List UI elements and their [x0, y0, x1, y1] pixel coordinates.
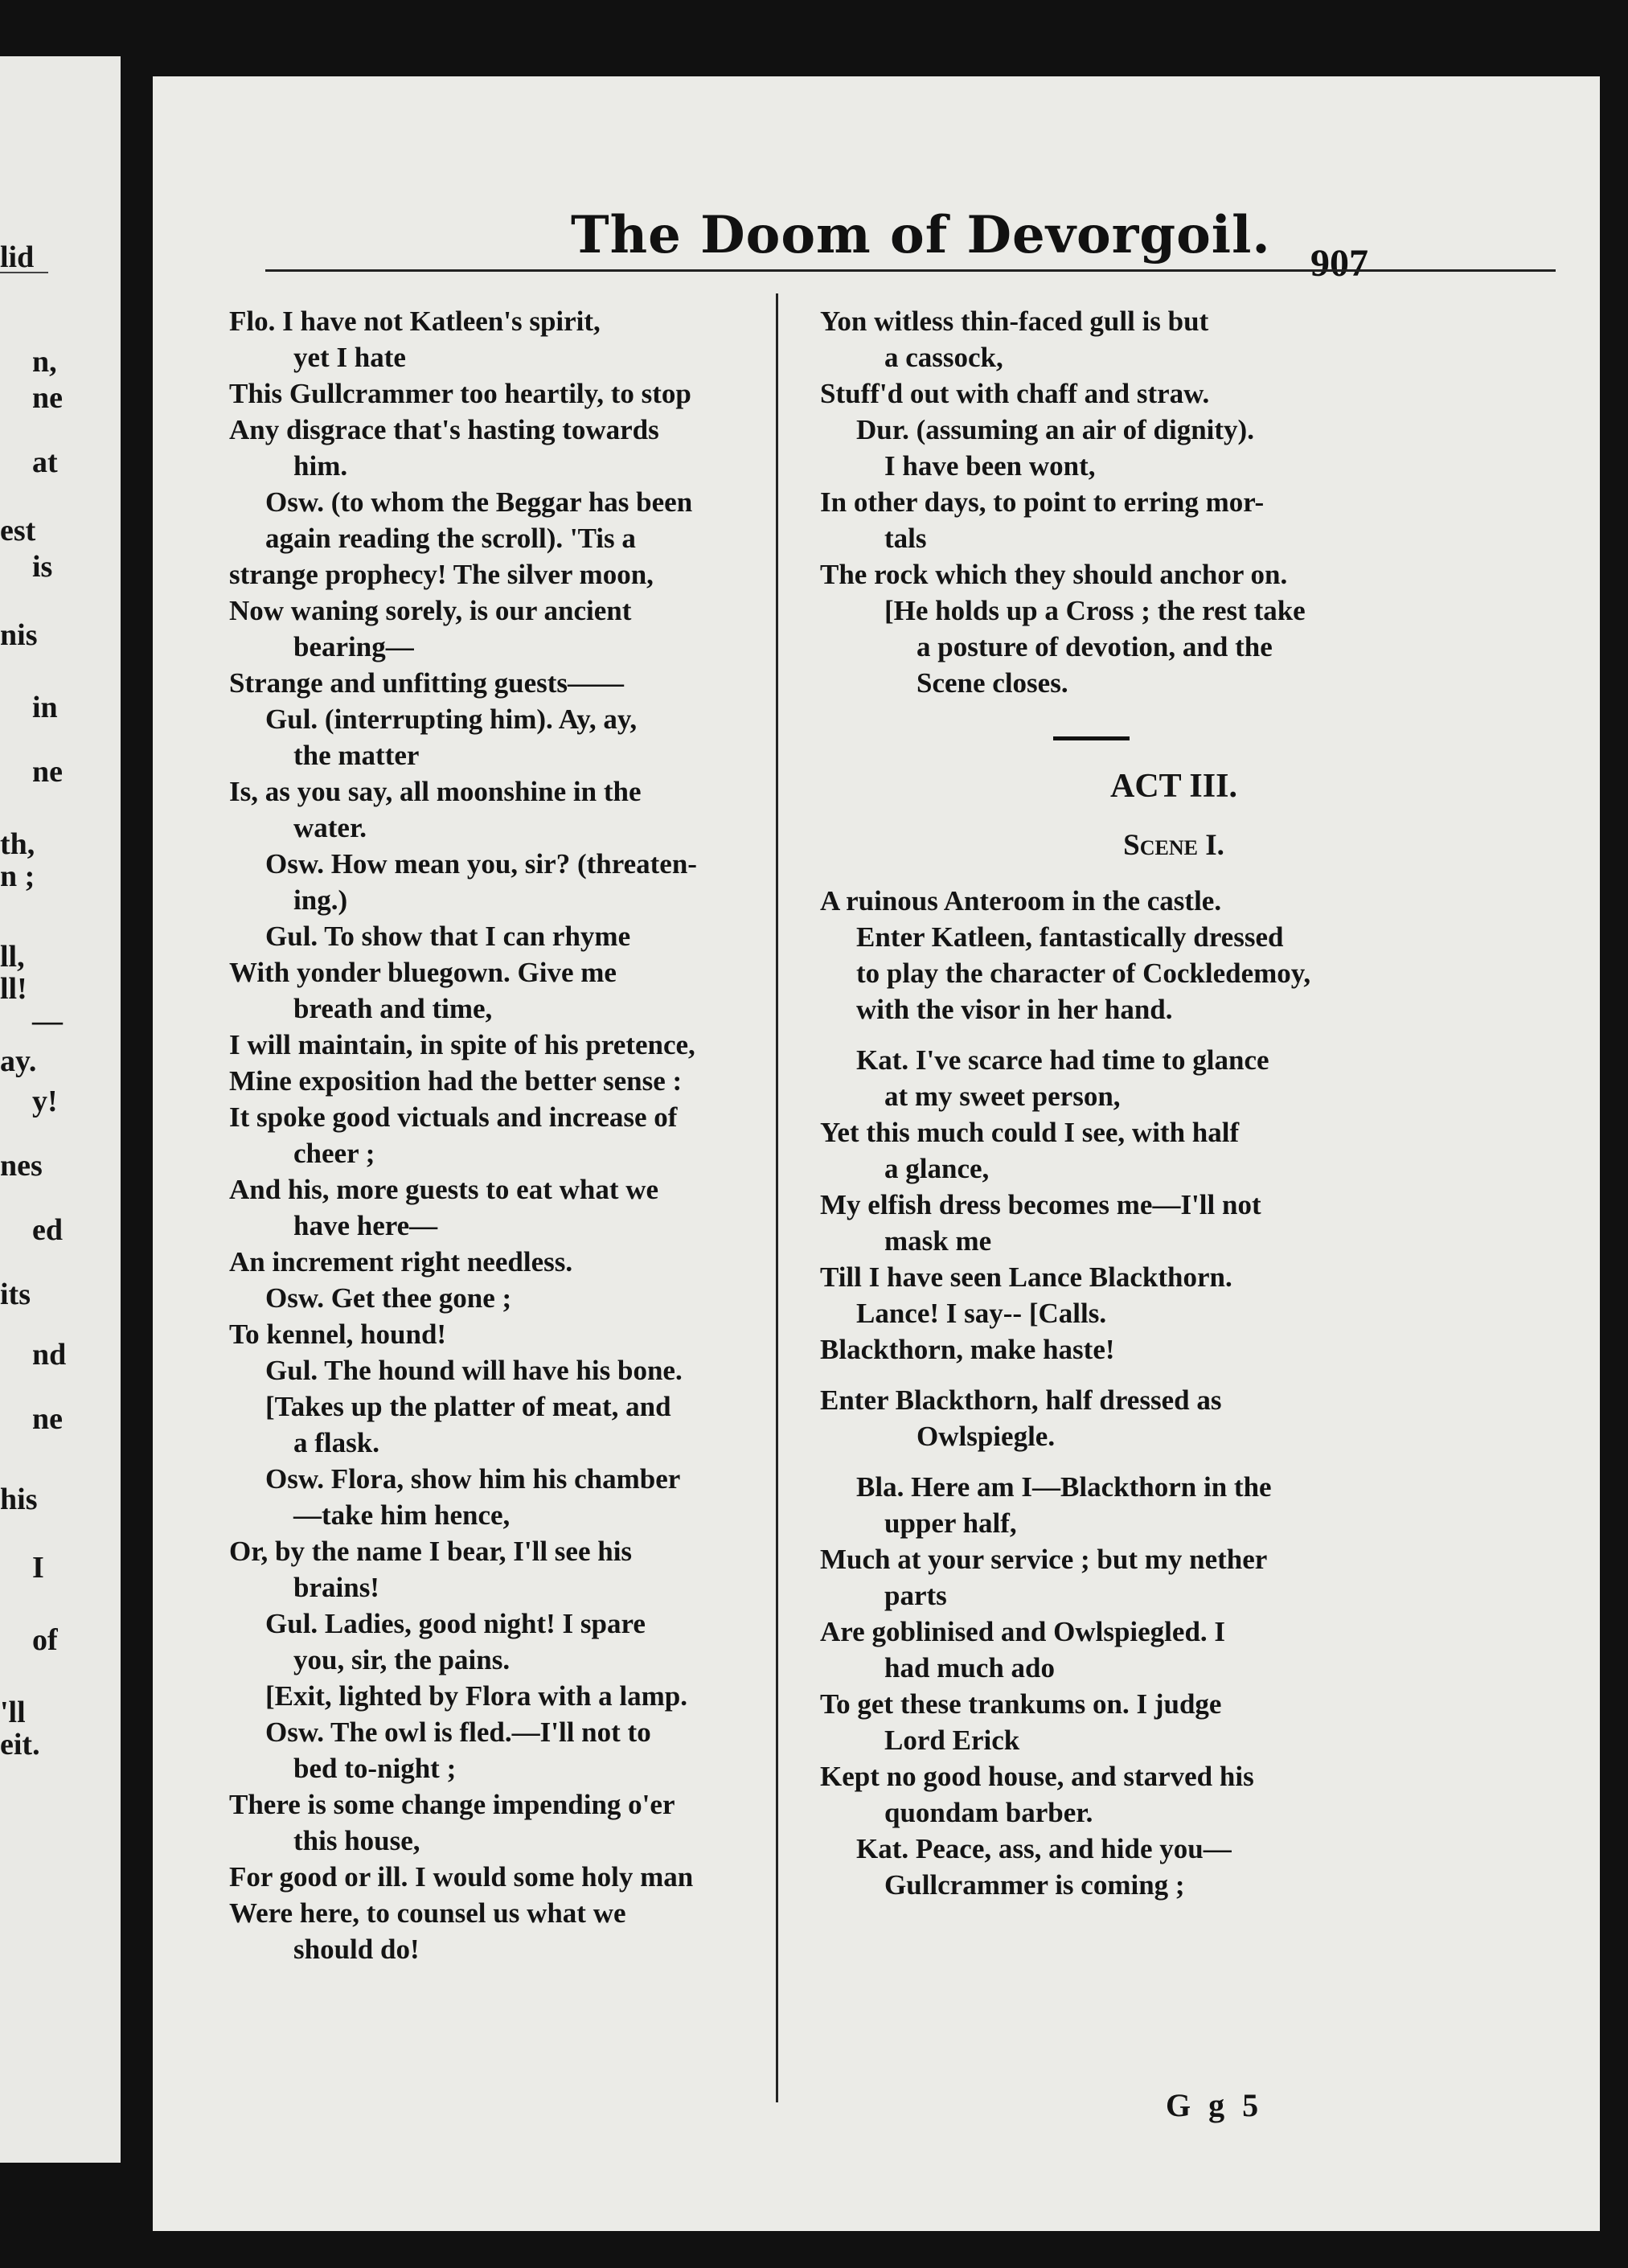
adjacent-page-fragment: est — [0, 514, 36, 548]
text-line: this house, — [293, 1825, 420, 1856]
text-line: Scene closes. — [917, 667, 1068, 699]
text-line: parts — [884, 1580, 947, 1611]
spacer — [820, 1368, 1528, 1382]
text-line: A ruinous Anteroom in the castle. — [820, 885, 1222, 917]
text-line: brains! — [293, 1572, 379, 1603]
text-line: Lance! I say-- [Calls. — [856, 1298, 1107, 1329]
adjacent-page-fragment: ll! — [0, 972, 27, 1006]
text-line: Gul. (interrupting him). Ay, ay, — [265, 703, 638, 735]
text-line: Now waning sorely, is our ancient — [229, 595, 632, 626]
text-line: Gul. Ladies, good night! I spare — [265, 1608, 646, 1639]
text-line: have here— — [293, 1210, 438, 1241]
text-line: Osw. Get thee gone ; — [265, 1282, 512, 1314]
text-line: With yonder bluegown. Give me — [229, 957, 617, 988]
adjacent-page-fragment: at — [32, 445, 58, 479]
text-line: a posture of devotion, and the — [917, 631, 1273, 662]
text-line: [Takes up the platter of meat, and — [265, 1391, 671, 1422]
text-line: again reading the scroll). 'Tis a — [265, 523, 636, 554]
text-line: upper half, — [884, 1507, 1017, 1539]
text-line: Flo. I have not Katleen's spirit, — [229, 306, 601, 337]
text-line: Kat. I've scarce had time to glance — [856, 1044, 1269, 1076]
section-ornament — [1053, 736, 1130, 740]
adjacent-page-fragment: its — [0, 1278, 31, 1311]
text-line: quondam barber. — [884, 1797, 1093, 1828]
text-line: a glance, — [884, 1153, 990, 1184]
text-line: For good or ill. I would some holy man — [229, 1861, 694, 1893]
book-page — [153, 76, 1600, 2231]
text-line: Gul. To show that I can rhyme — [265, 921, 631, 952]
adjacent-page-fragment: his — [0, 1483, 38, 1516]
text-line: water. — [293, 812, 367, 843]
text-line: Osw. Flora, show him his chamber — [265, 1463, 681, 1495]
right-column-bottom — [820, 883, 1528, 1903]
text-line: bed to-night ; — [293, 1753, 457, 1784]
adjacent-page-fragment: ay. — [0, 1044, 37, 1078]
text-line: Were here, to counsel us what we — [229, 1897, 626, 1929]
adjacent-page-fragment: n, — [32, 345, 57, 379]
text-line: To kennel, hound! — [229, 1319, 447, 1350]
text-line: a cassock, — [884, 342, 1003, 373]
adjacent-page-fragment: lid — [0, 240, 35, 274]
page-number: 907 — [1310, 242, 1368, 285]
text-line: I have been wont, — [884, 450, 1096, 482]
text-line: mask me — [884, 1225, 992, 1257]
text-line: [He holds up a Cross ; the rest take — [884, 595, 1306, 626]
text-line: I will maintain, in spite of his pretence, — [229, 1029, 695, 1060]
text-line: To get these trankums on. I judge — [820, 1688, 1222, 1720]
text-line: This Gullcrammer too heartily, to stop — [229, 378, 691, 409]
text-line: In other days, to point to erring mor- — [820, 486, 1265, 518]
left-column — [229, 303, 756, 1967]
text-line: Gullcrammer is coming ; — [884, 1869, 1185, 1901]
spacer — [820, 1027, 1528, 1042]
text-line: tals — [884, 523, 927, 554]
text-line: Osw. (to whom the Beggar has been — [265, 486, 693, 518]
text-line: to play the character of Cockledemoy, — [856, 958, 1311, 989]
text-line: Are goblinised and Owlspiegled. I — [820, 1616, 1226, 1647]
adjacent-page-fragment: y! — [32, 1085, 58, 1118]
text-line: Strange and unfitting guests—— — [229, 667, 625, 699]
text-line: Stuff'd out with chaff and straw. — [820, 378, 1210, 409]
right-column-top — [820, 303, 1528, 701]
text-line: Enter Blackthorn, half dressed as — [820, 1384, 1222, 1416]
text-line: Enter Katleen, fantastically dressed — [856, 921, 1284, 953]
text-line: ing.) — [293, 884, 348, 916]
adjacent-page-fragment: ne — [32, 381, 63, 415]
text-line: Kat. Peace, ass, and hide you— — [856, 1833, 1232, 1864]
text-line: Lord Erick — [884, 1725, 1020, 1756]
text-line: —take him hence, — [293, 1499, 511, 1531]
adjacent-page-strip — [0, 56, 121, 2163]
adjacent-page-fragment: ll, — [0, 940, 25, 974]
text-line: you, sir, the pains. — [293, 1644, 511, 1675]
text-line: Osw. The owl is fled.—I'll not to — [265, 1716, 651, 1748]
text-line: bearing— — [293, 631, 414, 662]
adjacent-page-fragment: eit. — [0, 1728, 40, 1761]
signature-mark: G g 5 — [1166, 2087, 1264, 2123]
adjacent-page-fragment: nis — [0, 618, 38, 652]
adjacent-page-fragment: ne — [32, 755, 63, 789]
adjacent-page-fragment: ed — [32, 1213, 63, 1247]
act-heading: ACT III. — [1110, 768, 1237, 805]
header-rule — [265, 269, 1556, 272]
text-line: Mine exposition had the better sense : — [229, 1065, 683, 1097]
adjacent-page-fragment: is — [32, 550, 53, 584]
text-line: Till I have seen Lance Blackthorn. — [820, 1261, 1232, 1293]
text-line: There is some change impending o'er — [229, 1789, 675, 1820]
running-head: The Doom of Devorgoil. — [571, 205, 1271, 265]
text-line: cheer ; — [293, 1138, 375, 1169]
text-line: Osw. How mean you, sir? (threaten- — [265, 848, 697, 880]
text-line: It spoke good victuals and increase of — [229, 1101, 678, 1133]
text-line: An increment right needless. — [229, 1246, 573, 1278]
text-line: a flask. — [293, 1427, 379, 1458]
adjacent-page-fragment: nes — [0, 1149, 43, 1183]
text-line: Blackthorn, make haste! — [820, 1334, 1115, 1365]
text-line: breath and time, — [293, 993, 493, 1024]
text-line: My elfish dress becomes me—I'll not — [820, 1189, 1261, 1220]
spacer — [820, 1454, 1528, 1469]
text-line: Or, by the name I bear, I'll see his — [229, 1536, 633, 1567]
text-line: Owlspiegle. — [917, 1421, 1056, 1452]
text-line: Bla. Here am I—Blackthorn in the — [856, 1471, 1272, 1503]
column-divider — [776, 293, 778, 2102]
adjacent-page-fragment: 'll — [0, 1696, 26, 1729]
text-line: Yet this much could I see, with half — [820, 1117, 1240, 1148]
text-line: the matter — [293, 740, 420, 771]
adjacent-page-fragment: in — [32, 691, 58, 724]
text-line: Gul. The hound will have his bone. — [265, 1355, 683, 1386]
right-column — [820, 303, 1528, 1903]
scene-heading: Scene I. — [1123, 829, 1224, 862]
text-line: strange prophecy! The silver moon, — [229, 559, 654, 590]
text-line: Kept no good house, and starved his — [820, 1761, 1254, 1792]
text-line: Is, as you say, all moonshine in the — [229, 776, 642, 807]
text-line: had much ado — [884, 1652, 1056, 1684]
text-line: Dur. (assuming an air of dignity). — [856, 414, 1254, 445]
adjacent-page-fragment: th, — [0, 827, 35, 861]
text-line: [Exit, lighted by Flora with a lamp. — [265, 1680, 688, 1712]
adjacent-page-fragment: n ; — [0, 859, 35, 893]
adjacent-page-fragment: of — [32, 1623, 58, 1657]
text-line: And his, more guests to eat what we — [229, 1174, 659, 1205]
text-line: should do! — [293, 1934, 420, 1965]
adjacent-page-fragment: — — [32, 1004, 63, 1038]
text-line: Yon witless thin-faced gull is but — [820, 306, 1209, 337]
text-line: Any disgrace that's hasting towards — [229, 414, 659, 445]
adjacent-page-fragment: ne — [32, 1402, 63, 1436]
text-line: Much at your service ; but my nether — [820, 1544, 1268, 1575]
text-line: him. — [293, 450, 348, 482]
text-line: at my sweet person, — [884, 1081, 1121, 1112]
text-line: with the visor in her hand. — [856, 994, 1173, 1025]
text-line: yet I hate — [293, 342, 406, 373]
adjacent-page-fragment: I — [32, 1551, 44, 1585]
text-line: The rock which they should anchor on. — [820, 559, 1288, 590]
adjacent-page-fragment: nd — [32, 1338, 67, 1372]
